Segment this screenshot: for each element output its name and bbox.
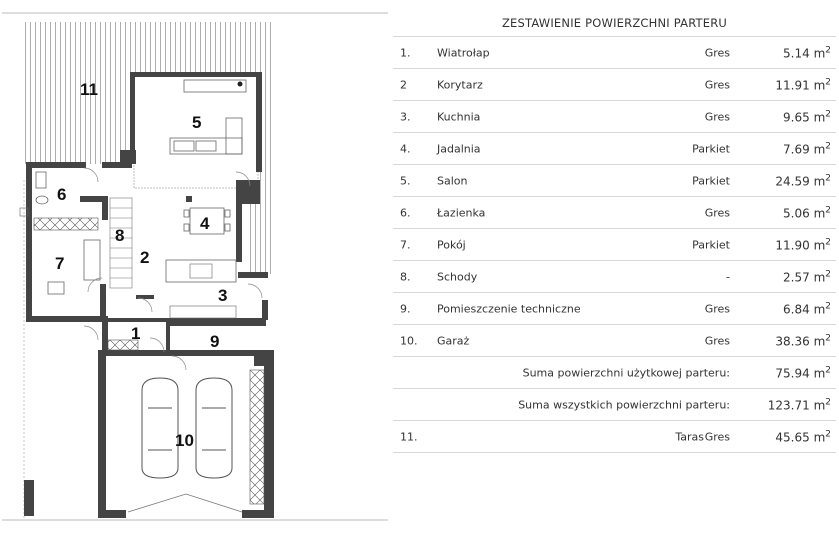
floor-material: Parkiet <box>692 142 730 155</box>
table-row <box>393 228 836 260</box>
row-number: 10. <box>400 334 418 347</box>
area-value: 7.69 $m^2$ <box>783 141 831 156</box>
floor-material: Parkiet <box>692 174 730 187</box>
room-name: Pomieszczenie techniczne <box>437 302 581 315</box>
area-value: 75.94 $m^2$ <box>775 365 831 380</box>
area-table <box>393 10 836 453</box>
room-number-9: 9 <box>210 332 220 351</box>
table-row <box>393 292 836 324</box>
room-name: Kuchnia <box>437 110 481 123</box>
floor-material: - <box>726 270 730 283</box>
table-row <box>393 36 836 68</box>
row-number: 5. <box>400 174 411 187</box>
room-number-3: 3 <box>218 286 228 305</box>
floor-material: Gres <box>704 430 730 443</box>
floor-plan <box>0 0 390 540</box>
row-number: 7. <box>400 238 411 251</box>
table-title: ZESTAWIENIE POWIERZCHNI PARTERU <box>501 16 728 30</box>
room-number-5: 5 <box>192 113 202 132</box>
room-number-7: 7 <box>55 254 65 273</box>
area-value: 45.65 $m^2$ <box>775 429 831 444</box>
room-name: Salon <box>437 174 468 187</box>
room-name: Garaż <box>437 334 470 347</box>
room-number-2: 2 <box>140 248 150 267</box>
terrace-row <box>393 420 836 453</box>
floor-material: Gres <box>704 110 730 123</box>
floor-material: Gres <box>704 206 730 219</box>
room-number-4: 4 <box>200 214 210 233</box>
row-number: 8. <box>400 270 411 283</box>
table-rows <box>393 36 836 453</box>
table-row <box>393 100 836 132</box>
area-value: 9.65 $m^2$ <box>783 109 831 124</box>
room-name: Taras <box>675 430 704 443</box>
row-number: 6. <box>400 206 411 219</box>
row-number: 11. <box>400 430 418 443</box>
room-number-1: 1 <box>131 324 141 343</box>
sum-usable-row <box>393 356 836 388</box>
area-value: 2.57 $m^2$ <box>783 269 831 284</box>
room-number-6: 6 <box>57 185 67 204</box>
floor-material: Gres <box>704 302 730 315</box>
row-number: 9. <box>400 302 411 315</box>
sum-usable-label: Suma powierzchni użytkowej parteru: <box>522 366 730 379</box>
table-row <box>393 196 836 228</box>
room-number-8: 8 <box>115 226 125 245</box>
room-name: Pokój <box>437 238 466 251</box>
area-value: 24.59 $m^2$ <box>775 173 831 188</box>
sum-all-label: Suma wszystkich powierzchni parteru: <box>518 398 730 411</box>
table-row <box>393 324 836 356</box>
area-value: 11.90 $m^2$ <box>775 237 831 252</box>
area-value: 6.84 $m^2$ <box>783 301 831 316</box>
sum-all-row <box>393 388 836 420</box>
room-name: Wiatrołap <box>437 46 490 59</box>
row-number: 3. <box>400 110 411 123</box>
area-value: 38.36 $m^2$ <box>775 333 831 348</box>
floor-material: Parkiet <box>692 238 730 251</box>
room-number-10: 10 <box>175 431 194 450</box>
room-name: Schody <box>437 270 478 283</box>
room-name: Korytarz <box>437 78 483 91</box>
table-row <box>393 164 836 196</box>
room-name: Łazienka <box>437 206 486 219</box>
row-number: 4. <box>400 142 411 155</box>
table-row <box>393 260 836 292</box>
room-name: Jadalnia <box>437 142 481 155</box>
floor-material: Gres <box>704 46 730 59</box>
row-number: 1. <box>400 46 411 59</box>
area-value: 5.06 $m^2$ <box>783 205 831 220</box>
table-row <box>393 68 836 100</box>
area-value: 11.91 $m^2$ <box>775 77 831 92</box>
area-value: 123.71 $m^2$ <box>767 397 831 412</box>
table-row <box>393 132 836 164</box>
floor-material: Gres <box>704 334 730 347</box>
floor-material: Gres <box>704 78 730 91</box>
room-number-11: 11 <box>80 80 98 99</box>
area-value: 5.14 $m^2$ <box>783 45 831 60</box>
cars <box>142 378 232 478</box>
row-number: 2 <box>400 78 407 91</box>
